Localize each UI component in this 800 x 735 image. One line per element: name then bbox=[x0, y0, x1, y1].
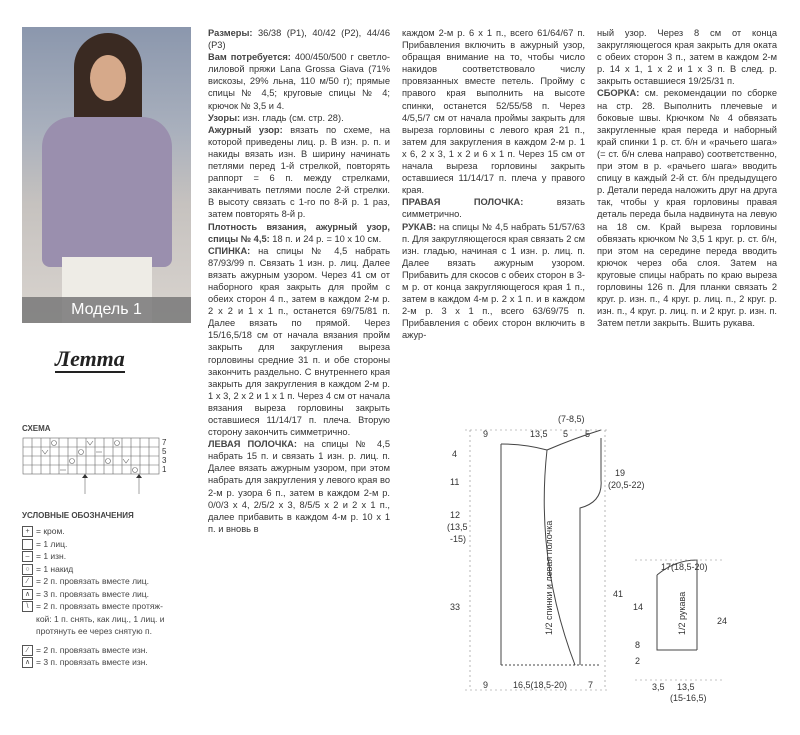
edge-stitch-icon: + bbox=[22, 526, 33, 537]
model-photo bbox=[22, 27, 191, 323]
text-column-2: каждом 2-м р. 6 x 1 п., всего 61/64/67 п. Прибавления включить в ажурный узор, обращая внимание на то, чтобы число накидов соответствовало числу провязанных вместе петель. Пройму с правого края выполнить на высоте спинки, останется 52/55/58 п. Через 4/5,5/7 см от начала проймы закрыть для выреза горловины с левого края 21 п., затем для закругления в каждом 2-м р. 1 x 6, 2 x 3, 1 x 2 и 6 x 1 п. Через 15 см от начала выреза горловины закрыть оставшиеся 11/14/17 п. плеча у правого края. ПРАВАЯ ПОЛОЧКА: вязать симметрично. РУКАВ: на спицы № 4,5 набрать 51/57/63 п. Для закругляющегося края связать 2 см изн. гладью, начиная с 1 изн. р. лиц. п. Далее вязать ажурным узором. Прибавить для скосов с обеих сторон в 3-м р. от конца закругляющегося края 1 п., затем в каждом 4-м р. 2 x 1 п. и в каждом 2-м р. 3 x 1 п., всего 63/69/75 п. Прибавления с обеих сторон включить в ажур- bbox=[402, 28, 585, 341]
chart-row-1: 1 bbox=[162, 465, 167, 474]
legend-item: ∧ = 3 п. провязать вместе изн. bbox=[22, 656, 172, 669]
text-column-1: Размеры: 36/38 (Р1), 40/42 (Р2), 44/46 (Р3) Вам потребуется: 400/450/500 г светло-лиловой пряжи Lana Grossa Giava (71% вискозы, 29% льна, 110 м/50 г); прямые спицы № 4,5; круговые спицы № 4; крючок № 3,5 и 4. Узоры: изн. гладь (см. стр. 28). Ажурный узор: вязать по схеме, на которой приведены лиц. р. В изн. р. п. и накиды вязать изн. В ширину начинать петлями перед 1-й стрелкой, повторять раппорт = 6 п. между стрелками, заканчивать петлями после 2-й стрелки. В высоту связать с 1-го по 8-й р. 1 раз, затем повторять 8-й р. Плотность вязания, ажурный узор, спицы № 4,5: 18 п. и 24 р. = 10 x 10 см. СПИНКА: на спицы № 4,5 набрать 87/93/99 п. Связать 1 изн. р. лиц. Далее вязать ажурным узором. Через 41 см от наборного края закрыть для пройм с обеих сторон 4 п., затем в каждом 2-м р. 2 x 2 и 1 x 1 п., останется 69/75/81 п. Далее вязать по прямой. Через 15/16,5/18 см от начала вязания пройм закрыть для закругления выреза горловины средние 31 п. и обе стороны закончить раздельно. С внутреннего края закрыть для закругления в каждом 2-м р. 1 x 3, 2 x 2 и 1 x 1 п. Через 4 см от начала вязания выреза горловины закрыть оставшиеся 11/14/17 п. плеча. Вторую сторону закончить симметрично. ЛЕВАЯ ПОЛОЧКА: на спицы № 4,5 набрать 15 п. и связать 1 изн. р. лиц. п. Далее вязать ажурным узором, при этом набрать для закругления у левого края во 2-м р. узора 6 п., затем в каждом 2-м р. 0/0/3 x 4, 2/5/2 x 3, 8/5/5 x 2 и 2 x 1 п., далее прибавить в каждом 4-м р. 10 x 1 п. и вновь в bbox=[208, 28, 390, 534]
text-column-3: ный узор. Через 8 см от конца закругляющегося края закрыть для оката с обеих сторон 3 п., затем в каждом 2-м р. 14 x 1, 1 x 2 и 1 x 3 п. В след. р. закрыть оставшиеся 19/25/31 п. СБОРКА: см. рекомендации по сборке на стр. 28. Выполнить плечевые и боковые швы. Крючком № 4 обвязать закругленные края переда и наборный край спинки 1 р. ст. б/н и «рачьего шага» (= ст. б/н слева направо) соответственно, при этом в р. «рачьего шага» вводить спицу в каждый 2-й ст. б/н предыдущего р. Детали переда наложить друг на друга так, чтобы у края горловины правая деталь переда была надвинута на левую на 18 см. Край выреза горловины обвязать крючком № 3,5 1 круг. р. ст. б/н, при этом на середине переда вводить крючок через оба слоя. Затем на круговые спицы набрать по краю выреза горловины 126 п. Для планки связать 2 круг. р. изн. п., 4 круг. р. лиц. п., 2 круг. р. изн. п., 4 круг. р. лиц. п. и 2 круг. р. изн. п. Затем петли закрыть. Вшить рукава. bbox=[597, 28, 777, 329]
pattern-schematic bbox=[425, 410, 765, 710]
schema-title: СХЕМА bbox=[22, 424, 51, 433]
legend-item: ∧ = 3 п. провязать вместе лиц. bbox=[22, 588, 172, 601]
dim-top-13-5: 13,5 bbox=[530, 429, 548, 439]
dim-sleeve-13-5: 13,5 bbox=[677, 682, 695, 692]
legend-item: = 1 лиц. bbox=[22, 538, 172, 551]
legend-item: \ = 2 п. провязать вместе протяж-кой: 1 п. снять, как лиц., 1 лиц. и протянуть ее через снятую п. bbox=[22, 600, 172, 638]
legend-item: – = 1 изн. bbox=[22, 550, 172, 563]
ssk-icon: \ bbox=[22, 601, 33, 612]
dim-sleeve-8: 8 bbox=[635, 640, 641, 650]
dim-bottom-16-5: 16,5(18,5-20) bbox=[513, 680, 568, 690]
dim-sleeve-14: 14 bbox=[633, 602, 644, 612]
pattern-title: Летта bbox=[55, 346, 125, 371]
legend-item: ⁄ = 2 п. провязать вместе лиц. bbox=[22, 575, 172, 588]
dim-bottom-9: 9 bbox=[483, 680, 489, 690]
dim-left-33: 33 bbox=[450, 602, 461, 612]
dim-sleeve-17: 17(18,5-20) bbox=[661, 562, 708, 572]
dim-bottom-7: 7 bbox=[588, 680, 594, 690]
dim-left-13-5: (13,5 bbox=[447, 522, 468, 532]
photo-caption: Модель 1 bbox=[22, 297, 191, 323]
dim-top-5b: 5 bbox=[585, 429, 591, 439]
legend bbox=[22, 525, 172, 669]
dim-left-15: -15) bbox=[450, 534, 467, 544]
legend-item: ○ = 1 накид bbox=[22, 563, 172, 576]
dim-top-7-85: (7-8,5) bbox=[558, 414, 585, 424]
chart-row-3: 3 bbox=[162, 456, 167, 465]
purl-icon: – bbox=[22, 551, 33, 562]
legend-title: УСЛОВНЫЕ ОБОЗНАЧЕНИЯ bbox=[22, 511, 134, 520]
dim-top-9: 9 bbox=[483, 429, 489, 439]
p2tog-icon: ⁄ bbox=[22, 645, 33, 656]
yarn-over-icon: ○ bbox=[22, 564, 33, 575]
dim-left-12: 12 bbox=[450, 510, 461, 520]
sleeve-piece-label: 1/2 рукава bbox=[677, 591, 687, 635]
knit-icon bbox=[22, 539, 33, 550]
dim-top-5a: 5 bbox=[563, 429, 569, 439]
chart-row-7: 7 bbox=[162, 438, 167, 447]
legend-item: + = кром. bbox=[22, 525, 172, 538]
dim-sleeve-2: 2 bbox=[635, 656, 641, 666]
dim-sleeve-15-16-5: (15-16,5) bbox=[670, 693, 707, 703]
dim-right-41: 41 bbox=[613, 589, 624, 599]
stitch-chart bbox=[22, 436, 172, 498]
body-piece-label: 1/2 спинки и левая полочка bbox=[544, 520, 554, 635]
dim-left-11: 11 bbox=[450, 477, 460, 487]
dim-right-19: 19 bbox=[615, 468, 626, 478]
k2tog-icon: ⁄ bbox=[22, 576, 33, 587]
photo-face bbox=[90, 55, 126, 101]
k3tog-icon: ∧ bbox=[22, 589, 33, 600]
dim-left-4: 4 bbox=[452, 449, 458, 459]
legend-item: ⁄ = 2 п. провязать вместе изн. bbox=[22, 644, 172, 657]
dim-sleeve-24: 24 bbox=[717, 616, 728, 626]
dim-sleeve-3-5: 3,5 bbox=[652, 682, 665, 692]
chart-row-5: 5 bbox=[162, 447, 167, 456]
photo-cardigan bbox=[42, 117, 172, 267]
dim-right-20-5-22: (20,5-22) bbox=[608, 480, 645, 490]
p3tog-icon: ∧ bbox=[22, 657, 33, 668]
